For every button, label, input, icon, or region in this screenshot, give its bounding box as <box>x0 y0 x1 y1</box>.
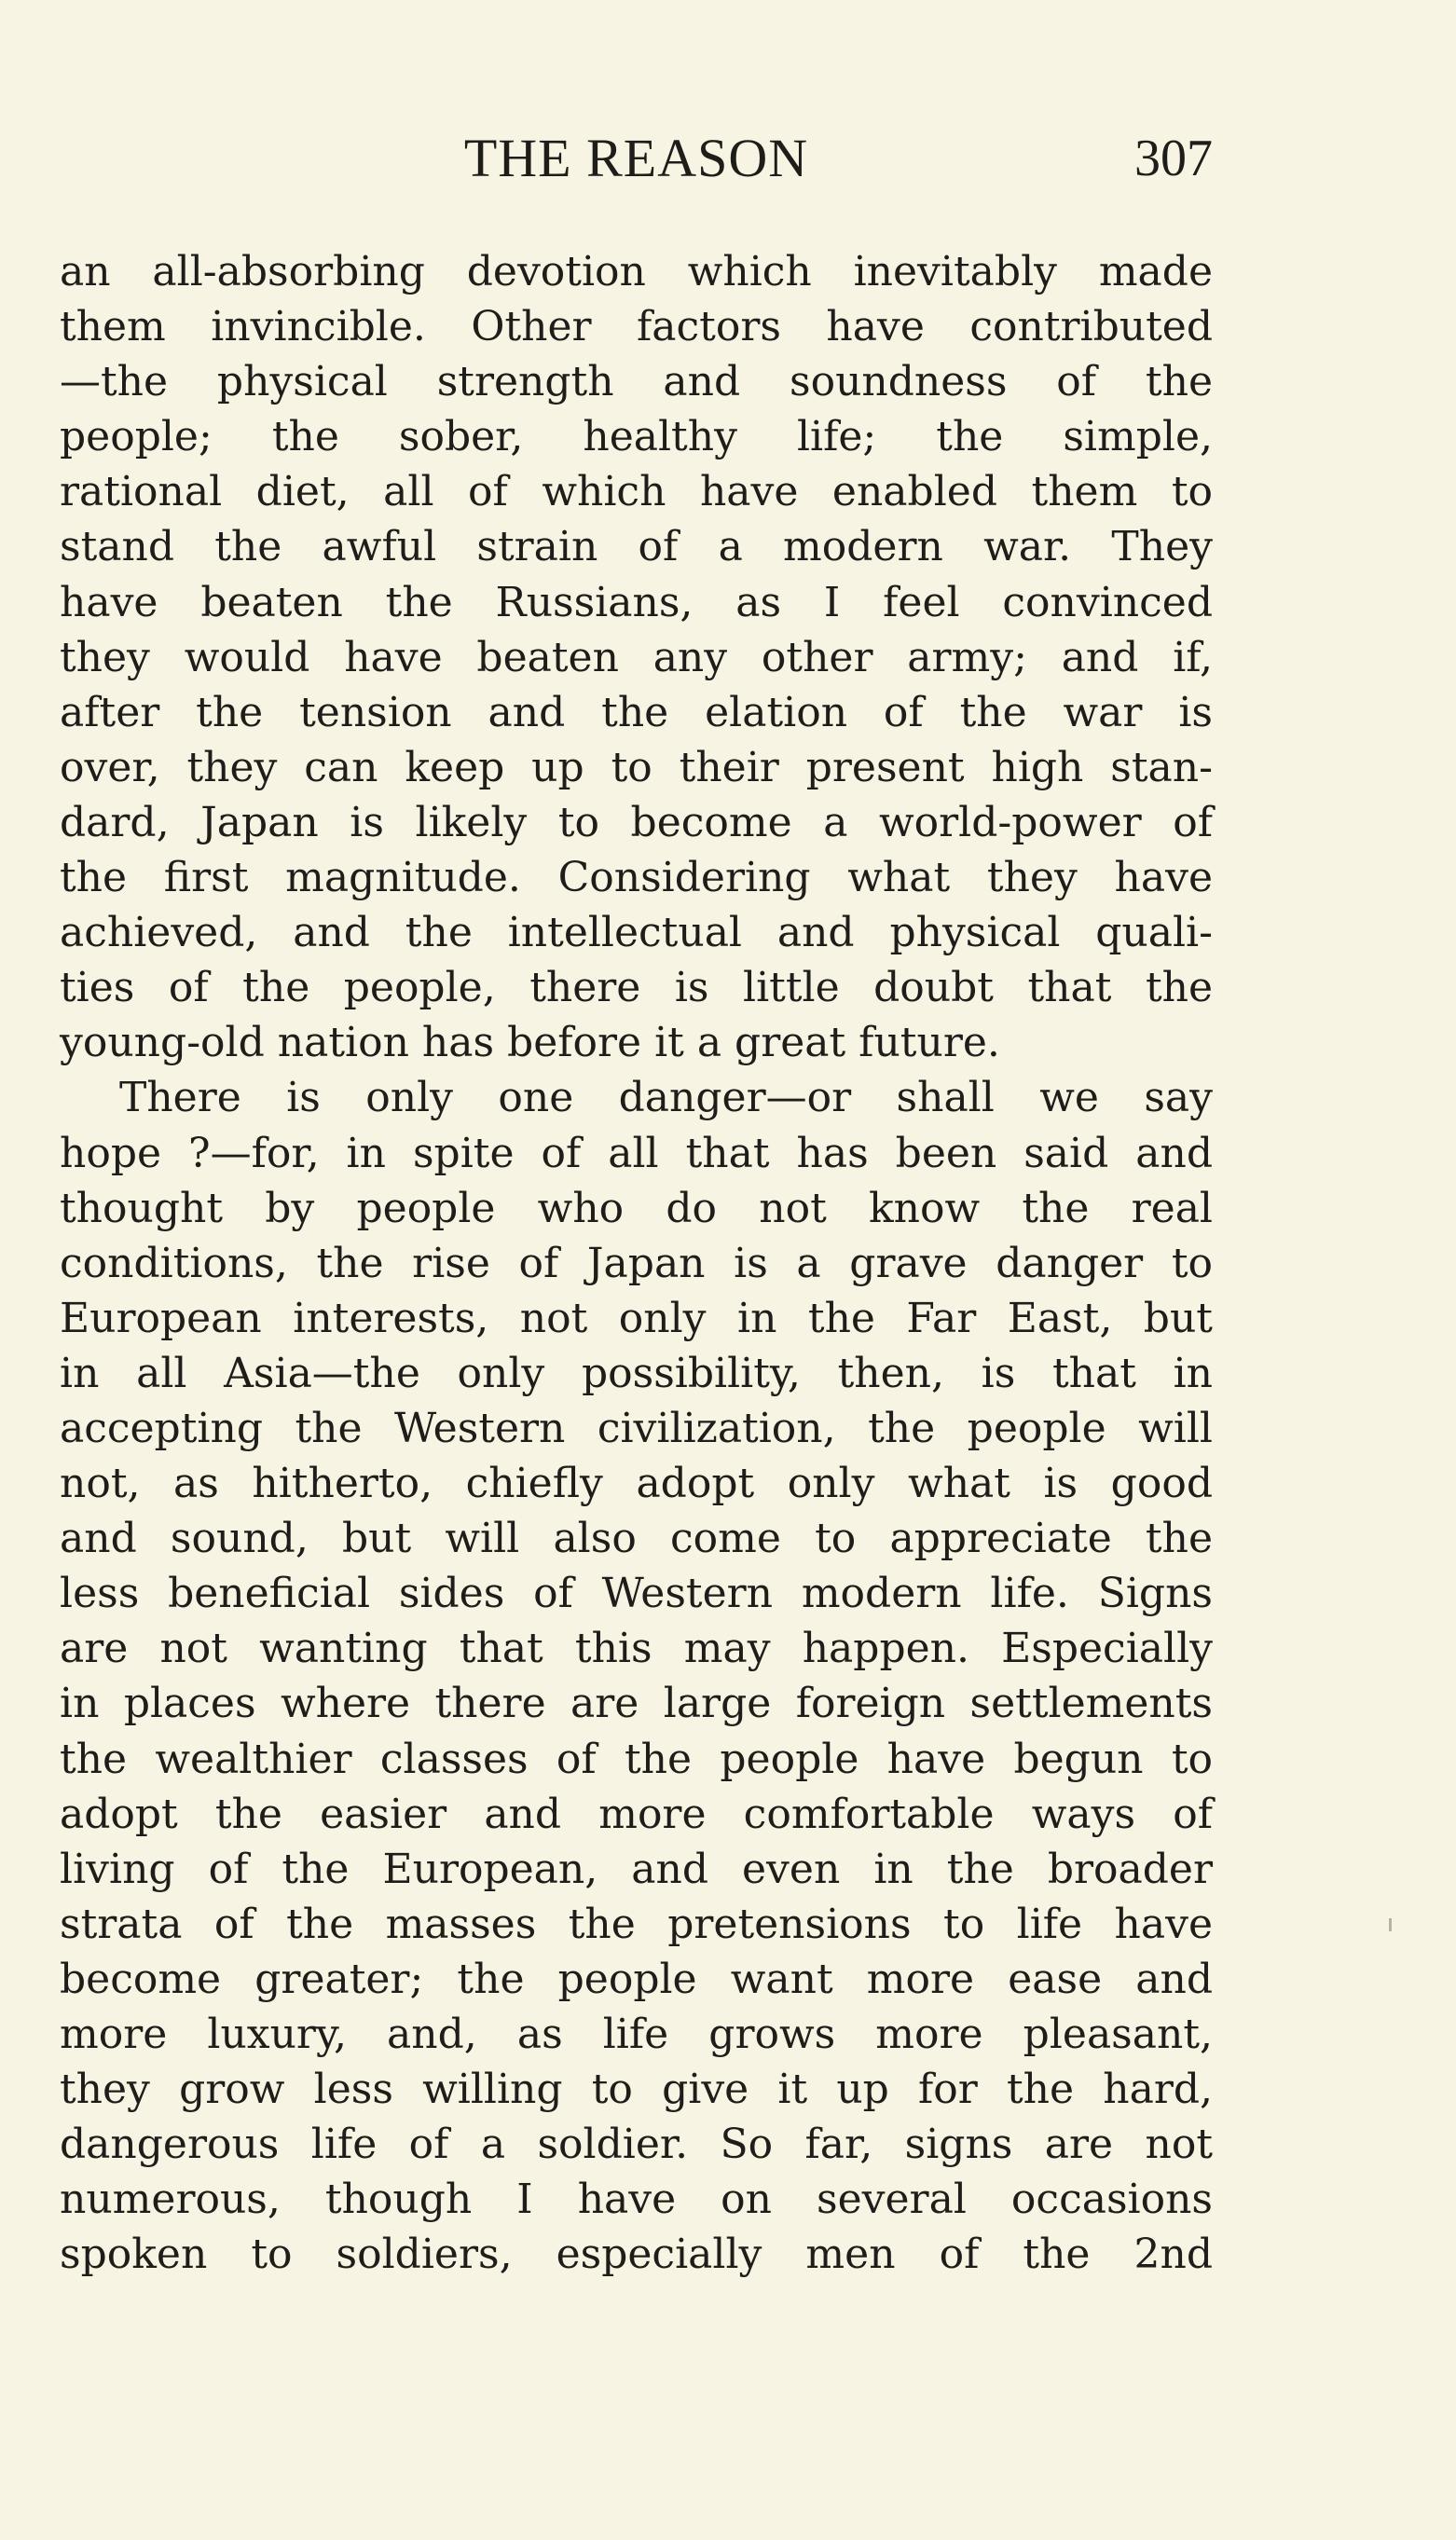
text-line: dard, Japan is likely to become a world-power of <box>60 798 1213 846</box>
text-line: they grow less willing to give it up for the hard, <box>60 2066 1213 2114</box>
page-number: 307 <box>1134 130 1213 187</box>
text-line: the first magnitude. Considering what they have <box>60 854 1213 902</box>
text-line: them invincible. Other factors have contributed <box>60 303 1213 351</box>
text-line: rational diet, all of which have enabled them to <box>60 468 1213 516</box>
text-line: accepting the Western civilization, the people will <box>60 1404 1213 1452</box>
text-line: they would have beaten any other army; and if, <box>60 633 1213 681</box>
running-head <box>60 121 1213 196</box>
text-line: —the physical strength and soundness of the <box>60 358 1213 406</box>
text-line: over, they can keep up to their present high stan- <box>60 743 1213 791</box>
text-line: hope ?—for, in spite of all that has been said and <box>60 1129 1213 1177</box>
text-line: numerous, though I have on several occasions <box>60 2176 1213 2224</box>
body-text <box>60 244 1213 2282</box>
text-line: ties of the people, there is little doubt that the <box>60 964 1213 1012</box>
paragraph-end-line: young-old nation has before it a great future. <box>60 1019 1000 1067</box>
text-line: European interests, not only in the Far East, but <box>60 1294 1213 1342</box>
text-line: more luxury, and, as life grows more pleasant, <box>60 2011 1213 2058</box>
text-line: after the tension and the elation of the war is <box>60 688 1213 736</box>
text-line: living of the European, and even in the broader <box>60 1845 1213 1893</box>
text-line: spoken to soldiers, especially men of the 2nd <box>60 2231 1213 2279</box>
margin-mark <box>1389 1918 1392 1931</box>
text-line: dangerous life of a soldier. So far, signs are not <box>60 2121 1213 2169</box>
text-line: an all-absorbing devotion which inevitably made <box>60 248 1213 295</box>
text-line: thought by people who do not know the real <box>60 1184 1213 1232</box>
text-line: in places where there are large foreign settlements <box>60 1680 1213 1728</box>
text-line: and sound, but will also come to appreciate the <box>60 1515 1213 1563</box>
text-line: the wealthier classes of the people have begun to <box>60 1735 1213 1783</box>
text-line: strata of the masses the pretensions to life have <box>60 1900 1213 1948</box>
text-line: adopt the easier and more comfortable ways of <box>60 1790 1213 1838</box>
text-line: not, as hitherto, chiefly adopt only what is good <box>60 1460 1213 1508</box>
text-line: conditions, the rise of Japan is a grave danger to <box>60 1239 1213 1287</box>
text-line: less beneficial sides of Western modern life. Signs <box>60 1570 1213 1618</box>
text-line: are not wanting that this may happen. Especially <box>60 1625 1213 1673</box>
text-line: people; the sober, healthy life; the simple, <box>60 413 1213 461</box>
paragraph-start-line: There is only one danger—or shall we say <box>119 1074 1213 1122</box>
text-line: in all Asia—the only possibility, then, is that in <box>60 1349 1213 1397</box>
running-title: THE REASON <box>463 128 809 188</box>
text-line: become greater; the people want more ease and <box>60 1955 1213 2003</box>
text-line: stand the awful strain of a modern war. They <box>60 523 1213 571</box>
text-line: achieved, and the intellectual and physical quali- <box>60 909 1213 957</box>
text-line: have beaten the Russians, as I feel convinced <box>60 578 1213 626</box>
